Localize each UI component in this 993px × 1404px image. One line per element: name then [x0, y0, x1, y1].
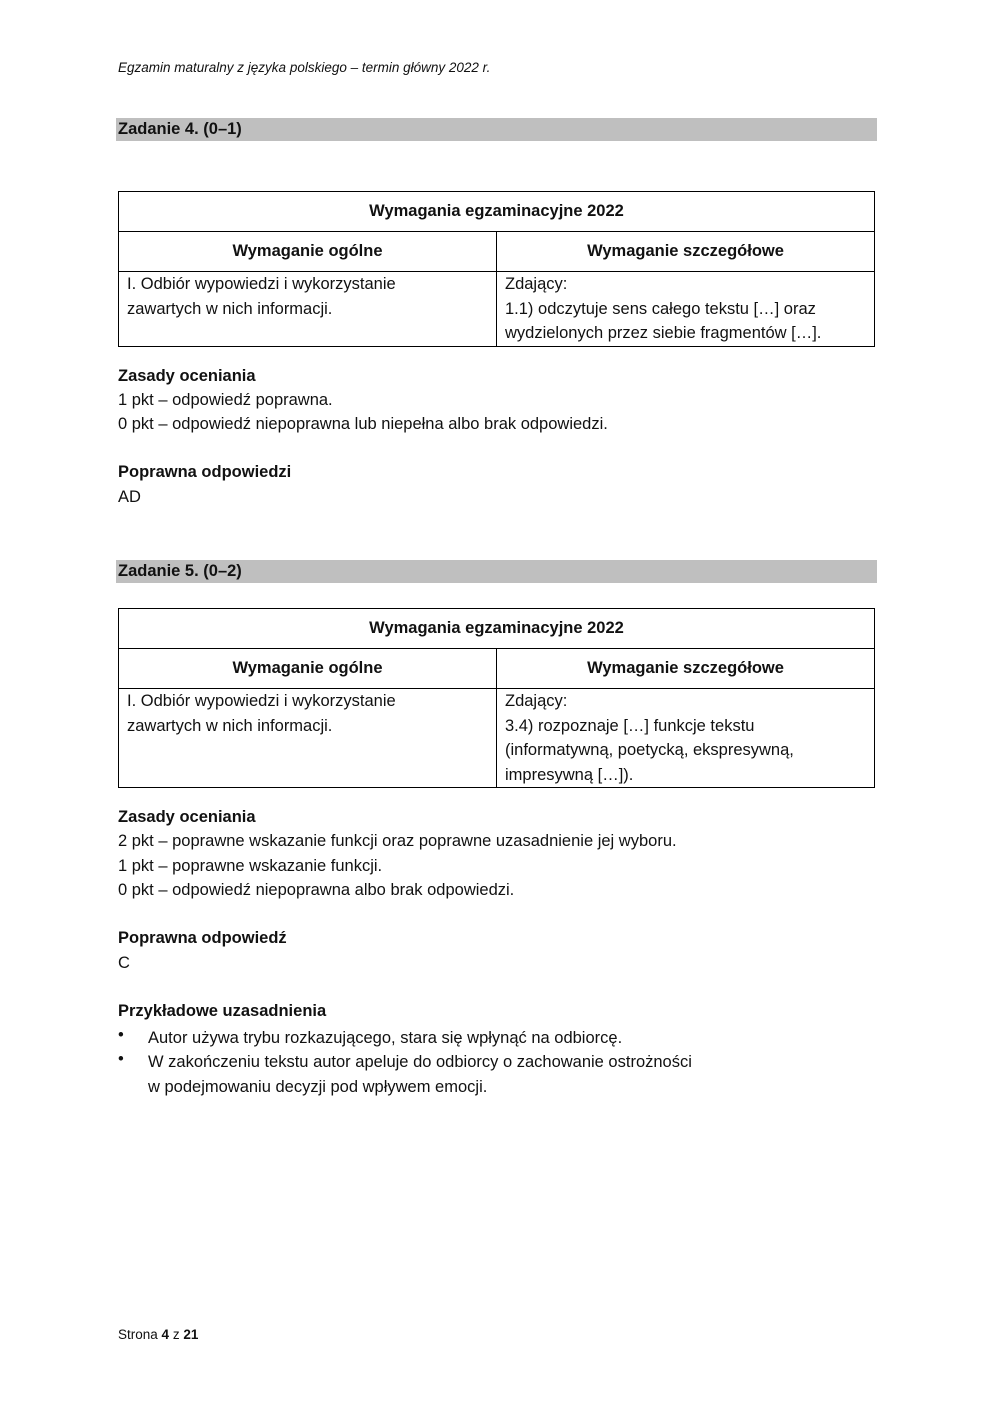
- task-4-title: Zadanie 4. (0–1): [116, 118, 877, 141]
- example-line: Autor używa trybu rozkazującego, stara się wpłynąć na odbiorcę.: [148, 1029, 623, 1047]
- specific-line: impresywną […]).: [505, 765, 634, 784]
- general-requirement-cell: [119, 689, 497, 788]
- general-requirement-cell: [119, 272, 497, 347]
- task-5-title: Zadanie 5. (0–2): [116, 560, 877, 583]
- task-5-scoring-line: 1 pkt – poprawne wskazanie funkcji.: [118, 857, 383, 875]
- bullet-icon: •: [118, 1026, 124, 1044]
- column-header-general: Wymaganie ogólne: [119, 232, 497, 272]
- column-header-specific: Wymaganie szczegółowe: [497, 232, 875, 272]
- general-line: zawartych w nich informacji.: [127, 716, 333, 735]
- task-4-answer: AD: [118, 488, 141, 506]
- footer-page-number: 4: [161, 1327, 170, 1342]
- footer-page-total: 21: [183, 1327, 199, 1342]
- specific-requirement-cell: [497, 272, 875, 347]
- document-header: Egzamin maturalny z języka polskiego – termin główny 2022 r.: [118, 60, 491, 75]
- column-header-general: Wymaganie ogólne: [119, 649, 497, 689]
- task-4-requirements-table: [118, 191, 875, 347]
- column-header-specific: Wymaganie szczegółowe: [497, 649, 875, 689]
- task-5-requirements-table: [118, 608, 875, 788]
- example-line: w podejmowaniu decyzji pod wpływem emocji.: [148, 1077, 488, 1096]
- general-line: zawartych w nich informacji.: [127, 299, 333, 318]
- task-5-scoring-line: 0 pkt – odpowiedź niepoprawna albo brak odpowiedzi.: [118, 881, 515, 899]
- task-4-scoring-title: Zasady oceniania: [118, 367, 256, 385]
- task-5-examples-title: Przykładowe uzasadnienia: [118, 1002, 327, 1020]
- general-line: I. Odbiór wypowiedzi i wykorzystanie: [127, 275, 396, 293]
- specific-line: Zdający:: [505, 692, 568, 710]
- task-5-answer: C: [118, 954, 130, 972]
- task-5-answer-title: Poprawna odpowiedź: [118, 929, 287, 947]
- task-5-scoring-line: 2 pkt – poprawne wskazanie funkcji oraz poprawne uzasadnienie jej wyboru.: [118, 832, 677, 850]
- specific-line: 3.4) rozpoznaje […] funkcje tekstu: [505, 716, 755, 735]
- specific-line: Zdający:: [505, 275, 568, 293]
- example-line: W zakończeniu tekstu autor apeluje do odbiorcy o zachowanie ostrożności: [148, 1053, 692, 1071]
- table-caption: Wymagania egzaminacyjne 2022: [119, 192, 875, 232]
- specific-line: (informatywną, poetycką, ekspresywną,: [505, 741, 794, 759]
- footer-prefix: Strona: [118, 1327, 158, 1342]
- bullet-icon: •: [118, 1050, 124, 1068]
- task-4-answer-title: Poprawna odpowiedzi: [118, 463, 292, 481]
- task-4-scoring-line: 1 pkt – odpowiedź poprawna.: [118, 391, 333, 409]
- specific-requirement-cell: [497, 689, 875, 788]
- specific-line: wydzielonych przez siebie fragmentów […].: [505, 324, 822, 342]
- footer-separator: z: [172, 1327, 180, 1342]
- table-caption: Wymagania egzaminacyjne 2022: [119, 609, 875, 649]
- task-5-scoring-title: Zasady oceniania: [118, 808, 256, 826]
- task-4-scoring-line: 0 pkt – odpowiedź niepoprawna lub niepełna albo brak odpowiedzi.: [118, 415, 608, 433]
- specific-line: 1.1) odczytuje sens całego tekstu […] oraz: [505, 299, 816, 318]
- general-line: I. Odbiór wypowiedzi i wykorzystanie: [127, 692, 396, 710]
- page-footer: [118, 1327, 198, 1342]
